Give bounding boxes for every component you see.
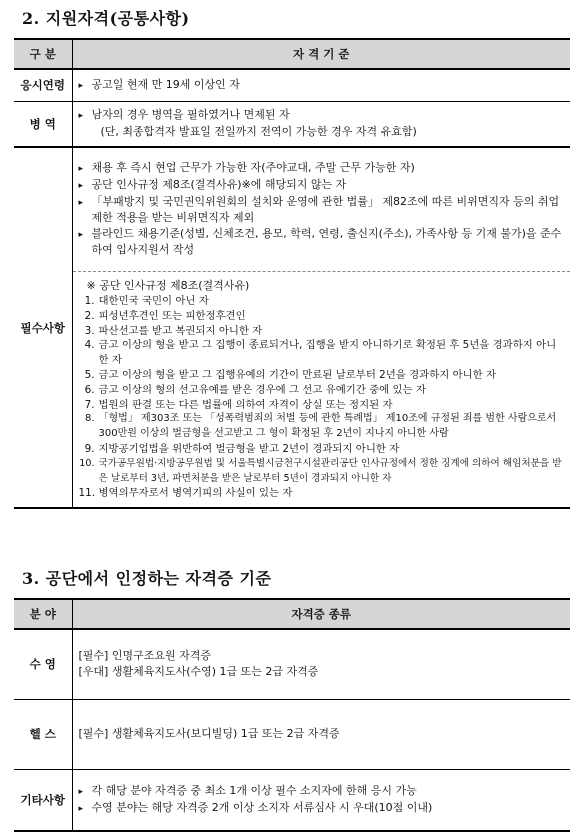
- row-label: 병 역: [14, 101, 72, 147]
- list-item: ▸ 공단 인사규정 제8조(결격사유)※에 해당되지 않는 자: [79, 177, 563, 194]
- law-item: 1. 대한민국 국민이 아닌 자: [84, 295, 209, 307]
- law-item: 5. 금고 이상의 형을 받고 그 집행유예의 기간이 만료된 날로부터 2년을 경과하지 아니한 자: [84, 368, 497, 381]
- row-label: 기타사항: [14, 769, 72, 831]
- list-item: ▸ 공고일 현재 만 19세 이상인 자: [79, 77, 563, 94]
- law-item: 3. 파산선고를 받고 복권되지 아니한 자: [84, 324, 263, 337]
- list-item: ▸ 수영 분야는 해당 자격증 2개 이상 소지자 서류심사 시 우대(10점 이내): [79, 800, 563, 817]
- table-header: [14, 599, 570, 629]
- triangle-right-icon: ▸: [78, 80, 84, 91]
- triangle-right-icon: ▸: [78, 181, 84, 191]
- row-required-b: [14, 272, 570, 509]
- header-field: 분 야: [14, 599, 72, 629]
- law-item: 9. 지방공기업법을 위반하여 벌금형을 받고 2년이 경과되지 아니한 자: [84, 442, 400, 455]
- triangle-right-icon: ▸: [78, 786, 84, 797]
- header-criteria: 자 격 기 준: [72, 39, 570, 69]
- row-swimming: [14, 629, 570, 699]
- header-certificate: 자격증 종류: [72, 599, 570, 629]
- military-note: (단, 최종합격자 발표일 전일까지 전역이 가능한 경우 자격 유효함): [100, 125, 417, 139]
- row-label: 필수사항: [14, 147, 72, 508]
- law-item: 6. 금고 이상의 형의 선고유예를 받은 경우에 그 선고 유예기간 중에 있는 자: [84, 383, 426, 396]
- eligibility-table: [14, 38, 570, 509]
- law-item: 8. 「형법」 제303조 또는 「성폭력범죄의 처벌 등에 관한 특례법」 제10조에 규정된 죄를 범한 사람으로서 300만원 이상의 벌금형을 선고받고 그 형이 확정된 후 2년이 지나지 아니한 사람: [84, 413, 557, 440]
- row-label: 수 영: [14, 629, 72, 699]
- list-item: ▸ 「부패방지 및 국민권익위원회의 설치와 운영에 관한 법률」 제82조에 따른 비위면직자 등의 취업제한 적용을 받는 비위면직자 제외: [78, 195, 560, 224]
- law-item: 11. 병역의무자로서 병역기피의 사실이 있는 자: [78, 487, 293, 500]
- list-item: ▸ 블라인드 채용기준(성별, 신체조건, 용모, 학력, 연령, 출신지(주소), 가족사항 등 기재 불가)을 준수하여 입사지원서 작성: [78, 227, 562, 256]
- list-item: ▸ 각 해당 분야 자격증 중 최소 1개 이상 필수 소지자에 한해 응시 가능: [79, 783, 563, 800]
- law-item: 10. 국가공무원법·지방공무원법 및 서울특별시금천구시설관리공단 인사규정에서 정한 징계에 의하여 해임처분을 받은 날로부터 3년, 파면처분을 받은 날로부터 5년이 경과되지 아니한 자: [79, 457, 562, 484]
- header-category: 구 분: [14, 39, 72, 69]
- cert-line: [필수] 인명구조요원 자격증: [78, 649, 211, 663]
- triangle-right-icon: ▸: [78, 230, 84, 240]
- cert-line: [필수] 생활체육지도사(보디빌딩) 1급 또는 2급 자격증: [78, 727, 340, 740]
- cert-line: [우대] 생활체육지도사(수영) 1급 또는 2급 자격증: [78, 665, 319, 679]
- law-title: ※ 공단 인사규정 제8조(결격사유): [86, 279, 250, 292]
- triangle-right-icon: ▸: [78, 111, 84, 122]
- row-label: 응시연령: [14, 69, 72, 101]
- triangle-right-icon: ▸: [78, 164, 84, 174]
- table-header: [14, 39, 570, 69]
- law-item: 7. 법원의 판결 또는 다른 법률에 의하여 자격이 상실 또는 정지된 자: [84, 398, 393, 411]
- law-item: 2. 피성년후견인 또는 피한정후견인: [84, 309, 246, 322]
- section-3-title: 3. 공단에서 인정하는 자격증 기준: [22, 569, 272, 588]
- row-required-a: [14, 147, 570, 272]
- row-age: [14, 69, 570, 101]
- list-item: ▸ 남자의 경우 병역을 필하였거나 면제된 자: [79, 107, 563, 124]
- row-label: 헬 스: [14, 699, 72, 769]
- law-item: 4. 금고 이상의 형을 받고 그 집행이 종료되거나, 집행을 받지 아니하기로 확정된 후 5년을 경과하지 아니한 자: [84, 339, 557, 367]
- row-health: [14, 699, 570, 769]
- certificate-table: [14, 598, 570, 832]
- section-2-title: 2. 지원자격(공통사항): [22, 9, 190, 28]
- row-etc: [14, 769, 570, 831]
- triangle-right-icon: ▸: [78, 198, 84, 208]
- row-military: [14, 101, 570, 147]
- triangle-right-icon: ▸: [78, 803, 84, 814]
- list-item: ▸ 채용 후 즉시 현업 근무가 가능한 자(주야교대, 주말 근무 가능한 자): [79, 160, 563, 177]
